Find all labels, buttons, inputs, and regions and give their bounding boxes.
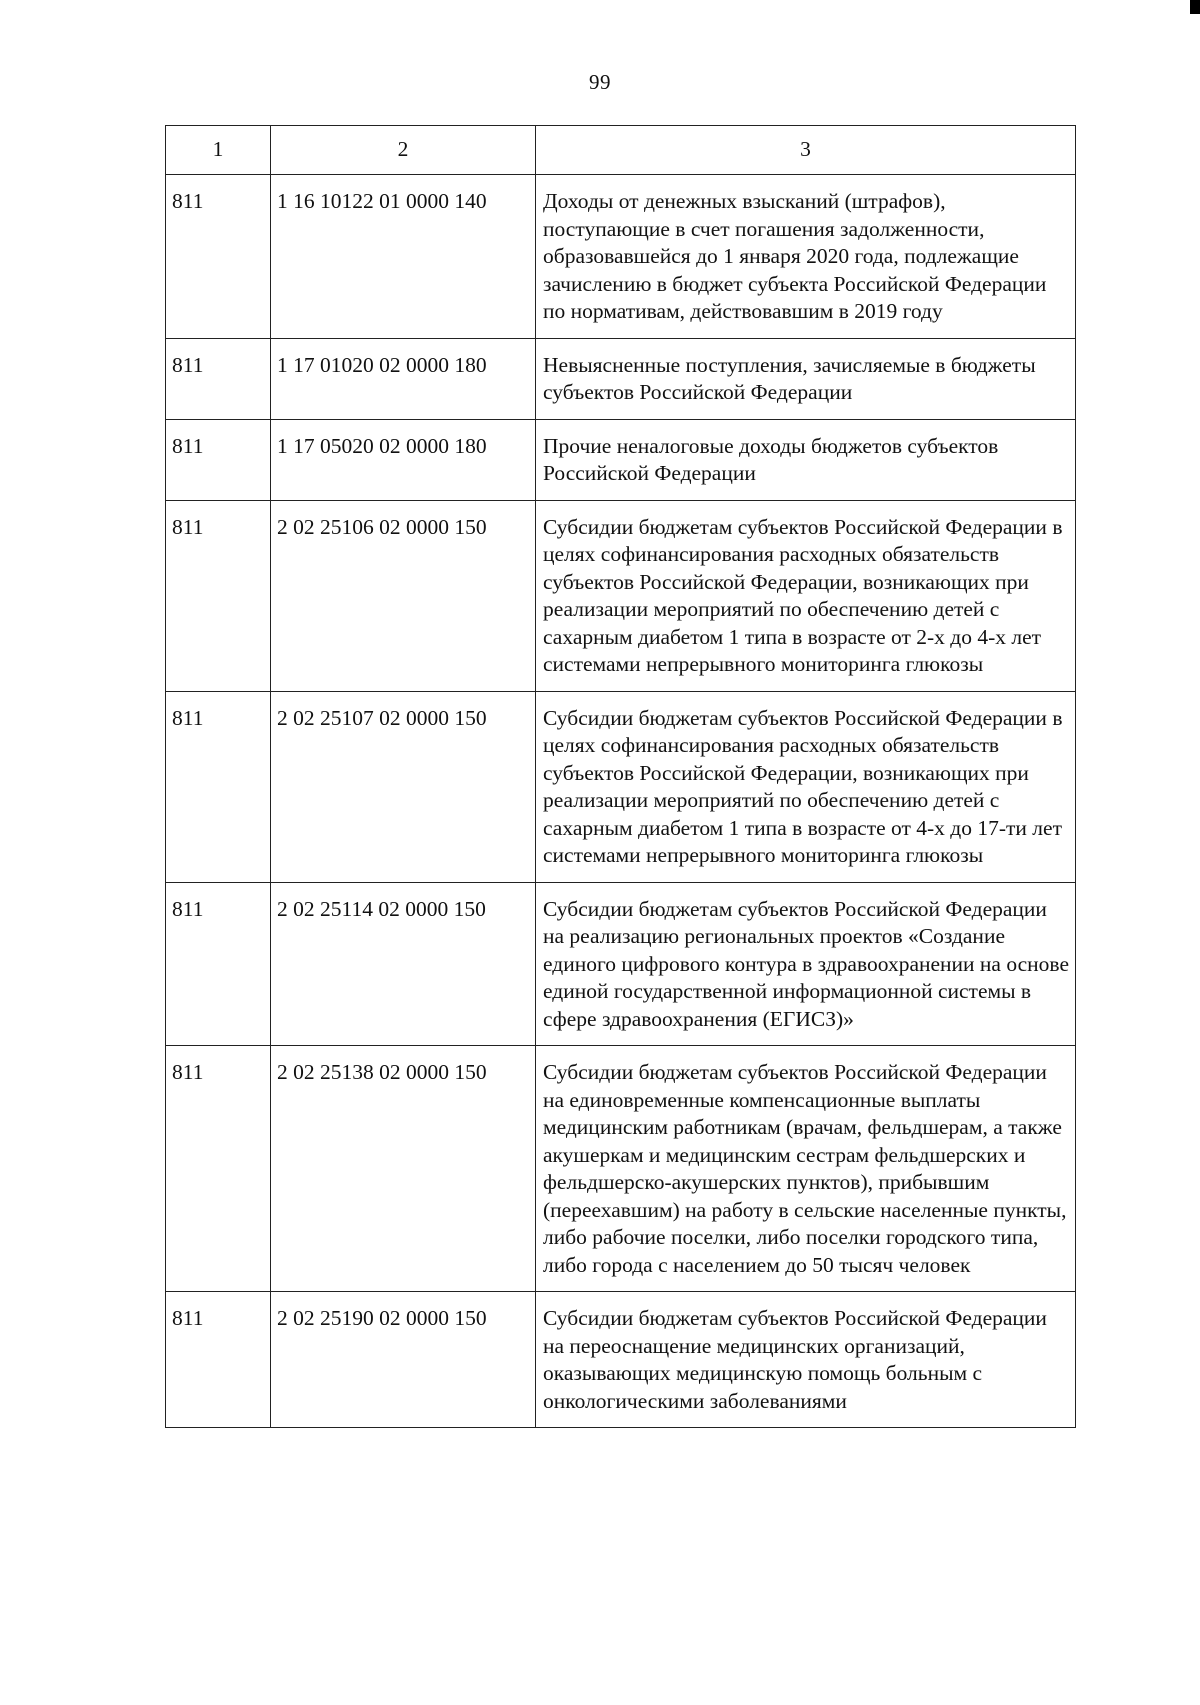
scan-edge-mark bbox=[1190, 0, 1200, 14]
table-row bbox=[166, 691, 1076, 882]
description-cell: Субсидии бюджетам субъектов Российской Федерации на реализацию региональных проектов «Создание единого цифрового контура в здравоохранении на основе единой государственной информационной системы в сфере здравоохранения (ЕГИСЗ)» bbox=[536, 882, 1076, 1046]
table-row bbox=[166, 338, 1076, 419]
table-header-row bbox=[166, 126, 1076, 175]
page-number: 99 bbox=[589, 70, 611, 94]
table-row bbox=[166, 1292, 1076, 1428]
description-cell: Доходы от денежных взысканий (штрафов), поступающие в счет погашения задолженности, образовавшейся до 1 января 2020 года, подлежащие зачислению в бюджет субъекта Российской Федерации по нормативам, действовавшим в 2019 году bbox=[536, 175, 1076, 339]
column-header-2: 2 bbox=[271, 126, 536, 175]
budget-code-cell: 2 02 25106 02 0000 150 bbox=[271, 500, 536, 691]
admin-code-cell: 811 bbox=[166, 175, 271, 339]
admin-code-cell: 811 bbox=[166, 691, 271, 882]
table-row bbox=[166, 500, 1076, 691]
budget-code-cell: 2 02 25114 02 0000 150 bbox=[271, 882, 536, 1046]
admin-code-cell: 811 bbox=[166, 1292, 271, 1428]
description-cell: Субсидии бюджетам субъектов Российской Федерации в целях софинансирования расходных обязательств субъектов Российской Федерации, возникающих при реализации мероприятий по обеспечению детей с сахарным диабетом 1 типа в возрасте от 4-х до 17-ти лет системами непрерывного мониторинга глюкозы bbox=[536, 691, 1076, 882]
table-row bbox=[166, 419, 1076, 500]
column-header-3: 3 bbox=[536, 126, 1076, 175]
description-cell: Прочие неналоговые доходы бюджетов субъектов Российской Федерации bbox=[536, 419, 1076, 500]
column-header-1: 1 bbox=[166, 126, 271, 175]
budget-code-cell: 2 02 25138 02 0000 150 bbox=[271, 1046, 536, 1292]
budget-code-cell: 1 17 05020 02 0000 180 bbox=[271, 419, 536, 500]
budget-code-cell: 2 02 25190 02 0000 150 bbox=[271, 1292, 536, 1428]
admin-code-cell: 811 bbox=[166, 1046, 271, 1292]
admin-code-cell: 811 bbox=[166, 419, 271, 500]
budget-classification-table bbox=[165, 125, 1076, 1428]
budget-code-cell: 1 17 01020 02 0000 180 bbox=[271, 338, 536, 419]
description-cell: Субсидии бюджетам субъектов Российской Федерации в целях софинансирования расходных обязательств субъектов Российской Федерации, возникающих при реализации мероприятий по обеспечению детей с сахарным диабетом 1 типа в возрасте от 2-х до 4-х лет системами непрерывного мониторинга глюкозы bbox=[536, 500, 1076, 691]
description-cell: Субсидии бюджетам субъектов Российской Федерации на переоснащение медицинских организаций, оказывающих медицинскую помощь больным с онкологическими заболеваниями bbox=[536, 1292, 1076, 1428]
budget-code-cell: 1 16 10122 01 0000 140 bbox=[271, 175, 536, 339]
admin-code-cell: 811 bbox=[166, 882, 271, 1046]
table-row bbox=[166, 1046, 1076, 1292]
description-cell: Субсидии бюджетам субъектов Российской Федерации на единовременные компенсационные выплаты медицинским работникам (врачам, фельдшерам, а также акушеркам и медицинским сестрам фельдшерских и фельдшерско-акушерских пунктов), прибывшим (переехавшим) на работу в сельские населенные пункты, либо рабочие поселки, либо поселки городского типа, либо города с населением до 50 тысяч человек bbox=[536, 1046, 1076, 1292]
description-cell: Невыясненные поступления, зачисляемые в бюджеты субъектов Российской Федерации bbox=[536, 338, 1076, 419]
table-row bbox=[166, 882, 1076, 1046]
admin-code-cell: 811 bbox=[166, 338, 271, 419]
budget-code-cell: 2 02 25107 02 0000 150 bbox=[271, 691, 536, 882]
table-row bbox=[166, 175, 1076, 339]
admin-code-cell: 811 bbox=[166, 500, 271, 691]
